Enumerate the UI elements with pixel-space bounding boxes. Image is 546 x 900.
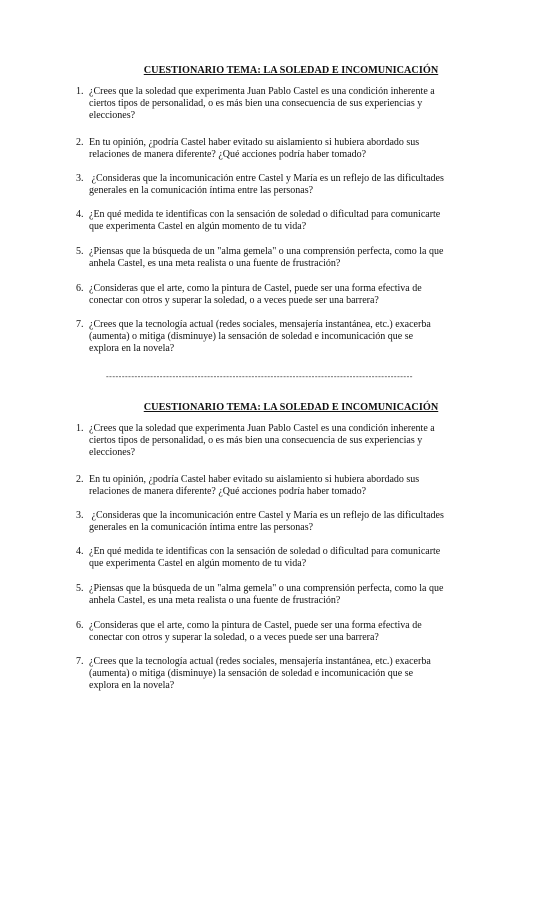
question-text [89, 474, 474, 498]
question-line: relaciones de manera diferente? ¿Qué acciones podría haber tomado? [89, 149, 367, 161]
question-line: ¿Crees que la soledad que experimenta Juan Pablo Castel es una condición inherente a [89, 423, 435, 434]
question-line: elecciones? [89, 447, 136, 459]
question-item [0, 510, 546, 534]
question-line: ¿Piensas que la búsqueda de un "alma gemela" o una comprensión perfecta, como la que [89, 583, 444, 594]
question-item [0, 137, 546, 161]
questionnaire-title: CUESTIONARIO TEMA: LA SOLEDAD E INCOMUNICACIÓN [143, 402, 439, 413]
question-line: ¿Crees que la soledad que experimenta Juan Pablo Castel es una condición inherente a [89, 86, 435, 97]
question-item [0, 546, 546, 570]
questionnaire-title: CUESTIONARIO TEMA: LA SOLEDAD E INCOMUNICACIÓN [143, 65, 439, 76]
question-item [0, 209, 546, 233]
question-line: ¿Consideras que el arte, como la pintura de Castel, puede ser una forma efectiva de [89, 283, 422, 294]
question-item [0, 86, 546, 123]
question-line: anhela Castel, es una meta realista o una fuente de frustración? [89, 258, 341, 270]
question-line: ciertos tipos de personalidad, o es más bien una consecuencia de sus experiencias y [89, 98, 423, 110]
question-item [0, 620, 546, 644]
question-text [89, 583, 474, 607]
question-number: 3. [76, 510, 84, 521]
question-number: 6. [76, 620, 84, 631]
question-number: 1. [76, 423, 84, 434]
questionnaire-section-1 [0, 64, 546, 355]
question-line: conectar con otros y superar la soledad, o a veces puede ser una barrera? [89, 632, 379, 644]
question-text [89, 546, 474, 570]
question-number: 7. [76, 319, 84, 330]
separator-line: ------------------------------------------------------------------------------------------------- [106, 372, 413, 381]
question-text [89, 319, 474, 356]
question-item [0, 423, 546, 460]
question-number: 6. [76, 283, 84, 294]
question-item [0, 283, 546, 307]
question-number: 5. [76, 583, 84, 594]
question-line: ¿Crees que la tecnología actual (redes sociales, mensajería instantánea, etc.) exacerba [89, 656, 431, 667]
question-number: 1. [76, 86, 84, 97]
question-line: explora en la novela? [89, 343, 175, 355]
question-text [89, 510, 474, 534]
question-text [89, 86, 474, 123]
question-line: (aumenta) o mitiga (disminuye) la sensación de soledad e incomunicación que se [89, 331, 414, 343]
question-item [0, 246, 546, 270]
question-item [0, 656, 546, 693]
question-line: ¿Crees que la tecnología actual (redes sociales, mensajería instantánea, etc.) exacerba [89, 319, 431, 330]
question-line: que experimenta Castel en algún momento de tu vida? [89, 221, 307, 233]
question-number: 5. [76, 246, 84, 257]
question-number: 4. [76, 209, 84, 220]
question-line: (aumenta) o mitiga (disminuye) la sensación de soledad e incomunicación que se [89, 668, 414, 680]
question-line: ¿Consideras que la incomunicación entre Castel y María es un reflejo de las dificultades [89, 510, 444, 521]
question-number: 3. [76, 173, 84, 184]
question-line: anhela Castel, es una meta realista o una fuente de frustración? [89, 595, 341, 607]
question-line: generales en la comunicación íntima entre las personas? [89, 522, 314, 534]
question-line: conectar con otros y superar la soledad, o a veces puede ser una barrera? [89, 295, 379, 307]
question-line: relaciones de manera diferente? ¿Qué acciones podría haber tomado? [89, 486, 367, 498]
question-text [89, 209, 474, 233]
question-number: 2. [76, 137, 84, 148]
question-text [89, 246, 474, 270]
question-text [89, 173, 474, 197]
question-number: 7. [76, 656, 84, 667]
question-line: ciertos tipos de personalidad, o es más bien una consecuencia de sus experiencias y [89, 435, 423, 447]
question-line: generales en la comunicación íntima entre las personas? [89, 185, 314, 197]
question-line: En tu opinión, ¿podría Castel haber evitado su aislamiento si hubiera abordado sus [89, 137, 420, 148]
question-text [89, 137, 474, 161]
question-line: que experimenta Castel en algún momento de tu vida? [89, 558, 307, 570]
question-line: En tu opinión, ¿podría Castel haber evitado su aislamiento si hubiera abordado sus [89, 474, 420, 485]
questionnaire-section-2 [0, 401, 546, 692]
question-line: ¿Consideras que la incomunicación entre Castel y María es un reflejo de las dificultades [89, 173, 444, 184]
question-number: 4. [76, 546, 84, 557]
question-text [89, 283, 474, 307]
question-item [0, 474, 546, 498]
question-line: ¿En qué medida te identificas con la sensación de soledad o dificultad para comunicarte [89, 209, 441, 220]
question-line: ¿Piensas que la búsqueda de un "alma gemela" o una comprensión perfecta, como la que [89, 246, 444, 257]
question-line: ¿En qué medida te identificas con la sensación de soledad o dificultad para comunicarte [89, 546, 441, 557]
question-item [0, 173, 546, 197]
question-line: elecciones? [89, 110, 136, 122]
question-line: ¿Consideras que el arte, como la pintura de Castel, puede ser una forma efectiva de [89, 620, 422, 631]
question-line: explora en la novela? [89, 680, 175, 692]
question-text [89, 423, 474, 460]
question-text [89, 656, 474, 693]
question-item [0, 319, 546, 356]
question-item [0, 583, 546, 607]
question-text [89, 620, 474, 644]
question-number: 2. [76, 474, 84, 485]
